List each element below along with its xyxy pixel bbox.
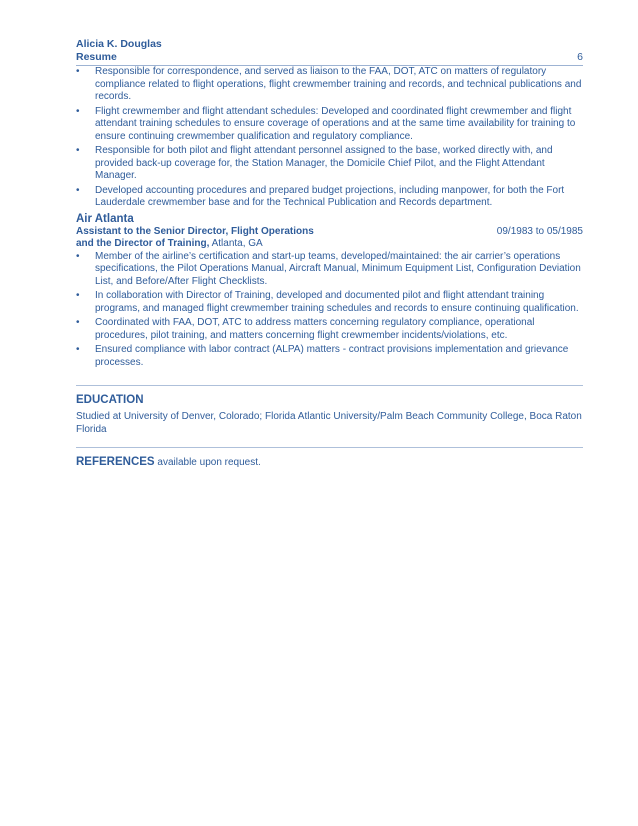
references-text: available upon request. <box>154 457 261 468</box>
list-item: • Developed accounting procedures and prepared budget projections, including manpower, for both the Fort Lauderdale crewmember base and for the Technical Publication and Records department. <box>76 185 583 210</box>
education-text: Studied at University of Denver, Colorado; Florida Atlantic University/Palm Beach Community College, Boca Raton Florida <box>76 411 582 435</box>
section-divider <box>76 447 583 448</box>
education-heading: EDUCATION <box>76 394 144 406</box>
company-name: Air Atlanta <box>76 212 134 225</box>
job-location: Atlanta, GA <box>209 238 263 249</box>
list-item: • Member of the airline’s certification and start-up teams, developed/maintained: the air carrier’s operations specifications, the Pilot Operations Manual, Aircraft Manual, Minimum Equipment List, Configuration Deviation List, and Before/After Flight Checklists. <box>76 251 583 289</box>
list-item: • Flight crewmember and flight attendant schedules: Developed and coordinated flight crewmember and flight attendant training schedules to ensure coverage of operations and at the same time availability for training to ensure continuing crewmember qualification and regulatory compliance. <box>76 106 583 144</box>
list-item: • Responsible for both pilot and flight attendant personnel assigned to the base, worked directly with, and provided back-up coverage for, the Station Manager, the Domicile Chief Pilot, and the Flight Attendant Manager. <box>76 145 583 183</box>
references-heading: REFERENCES <box>76 456 155 468</box>
references-line <box>76 455 583 470</box>
header-label: Resume <box>76 51 117 63</box>
prior-duties-list <box>76 66 583 210</box>
page-number: 6 <box>577 51 583 63</box>
job-title: Assistant to the Senior Director, Flight Operations <box>76 225 314 237</box>
header-name: Alicia K. Douglas <box>76 38 162 50</box>
resume-page <box>76 38 583 470</box>
job-title-row <box>76 226 583 239</box>
job-title-continued: and the Director of Training, <box>76 238 210 249</box>
list-item: • Responsible for correspondence, and served as liaison to the FAA, DOT, ATC on matters of regulatory compliance related to flight operations, flight crewmember training and records, and technical publications and records. <box>76 66 583 104</box>
list-item: • Coordinated with FAA, DOT, ATC to address matters concerning regulatory compliance, operational procedures, pilot training, and matters concerning flight crewmember incidents/violations, etc. <box>76 317 583 342</box>
job-dates: 09/1983 to 05/1985 <box>496 225 583 237</box>
job-duties-list <box>76 251 583 370</box>
header-rule <box>76 51 583 66</box>
list-item: • In collaboration with Director of Training, developed and documented pilot and flight attendant training programs, and managed flight crewmember training schedules and records to ensure continuing qualification. <box>76 290 583 315</box>
section-divider <box>76 385 583 386</box>
list-item: • Ensured compliance with labor contract (ALPA) matters - contract provisions implementation and grievance processes. <box>76 344 583 369</box>
job-title-row-2 <box>76 238 583 251</box>
